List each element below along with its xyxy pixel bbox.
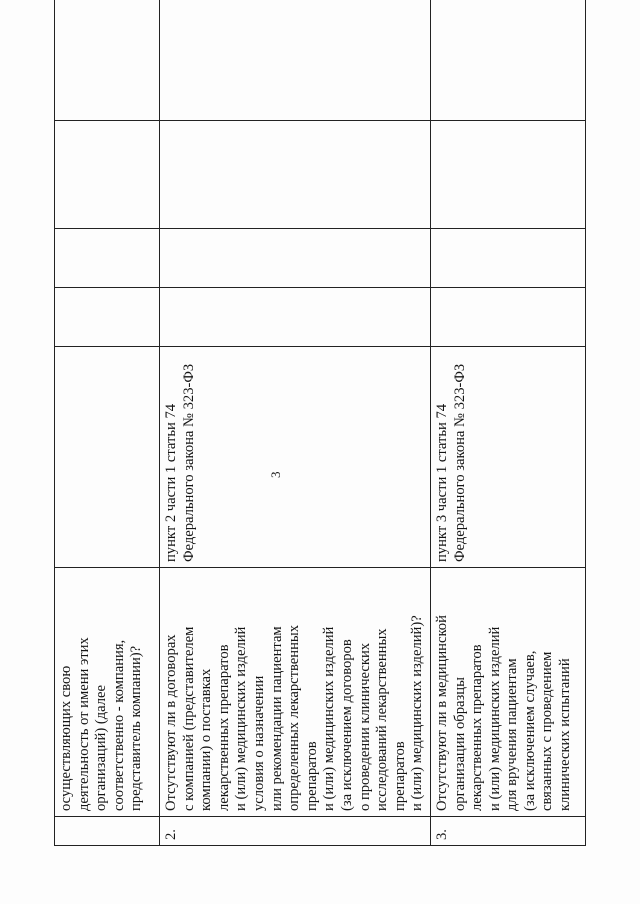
legal-reference-line: Федерального закона № 323-ФЗ — [180, 363, 197, 562]
row-number-cell: 2. — [160, 817, 431, 846]
question-line: осуществляющих свою — [58, 665, 74, 811]
question-line: соответственно - компания, — [110, 639, 127, 811]
question-line: или рекомендации пациентам — [268, 626, 285, 811]
question-line: организаций) (далее — [93, 685, 110, 811]
legal-reference-cell — [430, 347, 585, 568]
table-row — [55, 0, 160, 846]
answer-cell — [55, 229, 160, 288]
question-line: с компанией (представителем — [180, 626, 197, 811]
question-line: (за исключением случаев, — [521, 650, 538, 811]
answer-cell — [160, 0, 431, 121]
question-line: компании) о поставках — [198, 668, 215, 811]
legal-reference-line: Федерального закона № 323-ФЗ — [451, 363, 468, 562]
question-line: исследований лекарственных — [374, 628, 391, 811]
legal-reference-line: пункт 2 части 1 статьи 74 — [163, 403, 179, 562]
answer-cell — [430, 0, 585, 121]
row-number-cell — [55, 817, 160, 846]
legal-reference-cell — [160, 347, 431, 568]
question-line: деятельность от имени этих — [75, 637, 92, 811]
answer-cell — [55, 121, 160, 229]
answer-cell — [55, 288, 160, 347]
question-line: для вручения пациентам — [504, 658, 521, 811]
answer-cell — [160, 288, 431, 347]
question-line: Отсутствуют ли в договорах — [163, 634, 179, 811]
question-line: и (или) медицинских изделий — [486, 626, 503, 811]
question-cell — [430, 568, 585, 817]
question-line: определенных лекарственных — [286, 625, 303, 811]
question-line: лекарственных препаратов — [469, 644, 486, 811]
page-number: 3 — [268, 471, 283, 478]
question-line: (за исключением договоров — [338, 639, 355, 811]
question-line: и (или) медицинских изделий — [233, 626, 250, 811]
answer-cell — [430, 288, 585, 347]
row-number-cell: 3. — [430, 817, 585, 846]
table-row — [430, 0, 585, 846]
legal-reference-cell — [55, 347, 160, 568]
answer-cell — [160, 121, 431, 229]
question-cell — [55, 568, 160, 817]
question-line: связанных с проведением — [539, 651, 556, 811]
table-row — [160, 0, 431, 846]
answer-cell — [430, 121, 585, 229]
legal-reference-line: пункт 3 части 1 статьи 74 — [433, 403, 450, 562]
question-line: лекарственных препаратов — [215, 644, 232, 811]
question-line: представитель компании)? — [128, 645, 145, 811]
question-line: организации образцы — [451, 677, 468, 811]
question-line: и (или) медицинских изделий)? — [409, 615, 426, 811]
question-line: Отсутствуют ли в медицинской — [433, 615, 450, 811]
question-line: и (или) медицинских изделий — [321, 626, 338, 811]
question-cell — [160, 568, 431, 817]
question-line: препаратов — [391, 741, 408, 811]
question-line: о проведении клинических — [356, 642, 373, 811]
checklist-table — [54, 0, 586, 846]
question-line: клинических испытаний — [557, 658, 574, 811]
answer-cell — [430, 229, 585, 288]
answer-cell — [55, 0, 160, 121]
answer-cell — [160, 229, 431, 288]
rotated-table-sheet — [54, 60, 579, 846]
question-line: условия о назначении — [250, 675, 267, 811]
question-line: препаратов — [303, 741, 320, 811]
